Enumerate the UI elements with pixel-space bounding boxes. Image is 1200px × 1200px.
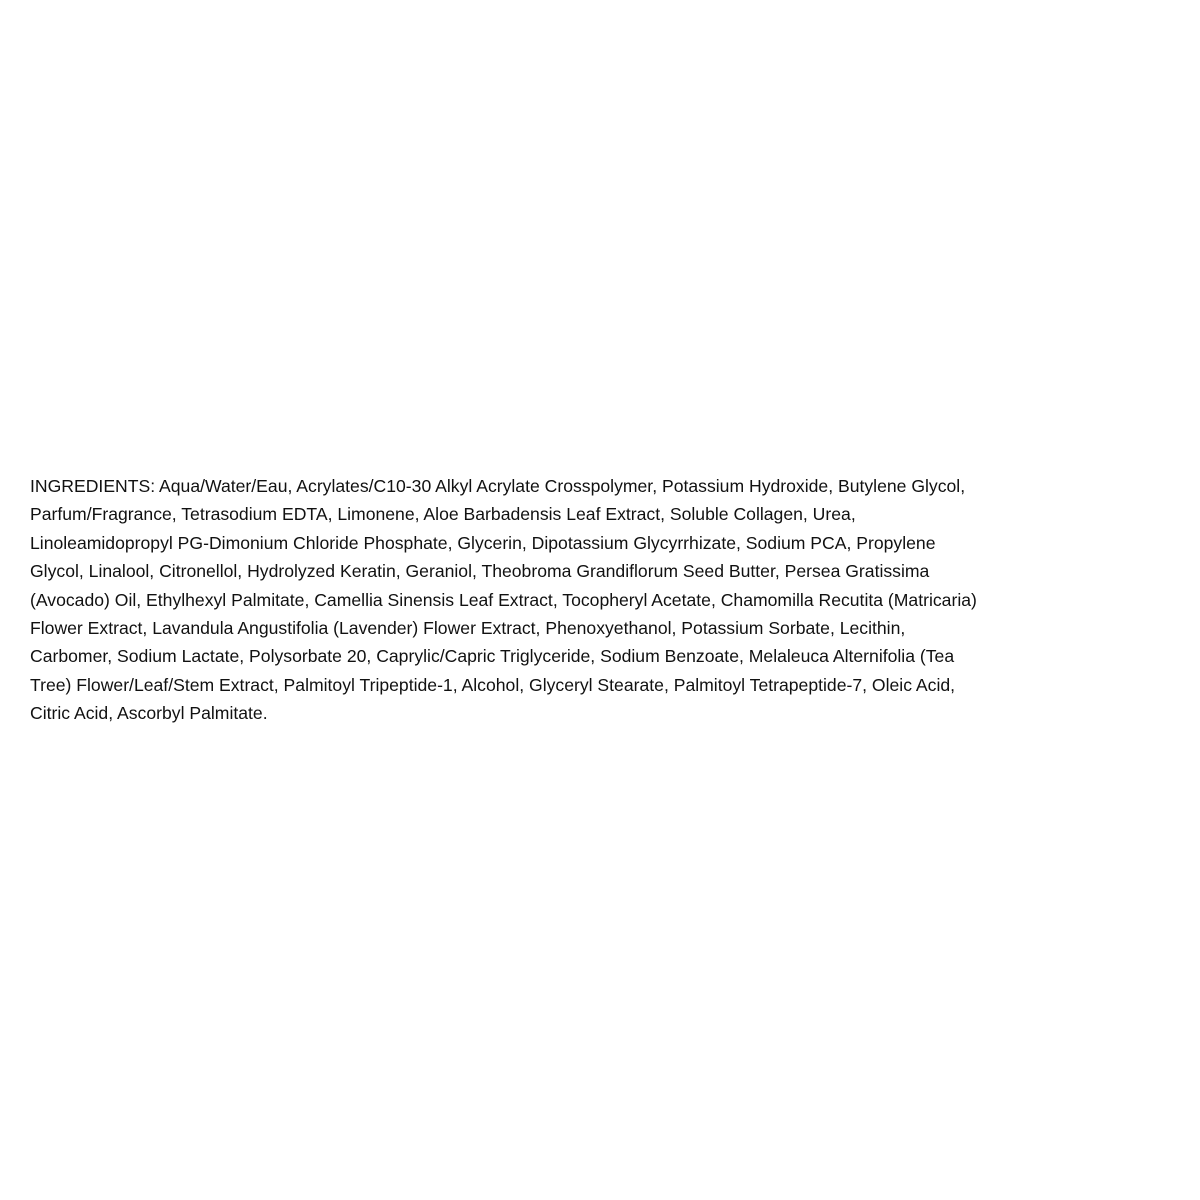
- ingredients-line-3: Linoleamidopropyl PG-Dimonium Chloride Phosphate, Glycerin, Dipotassium Glycyrrhizate, Sodium PCA, Propylene: [30, 532, 936, 553]
- ingredients-line-2: Parfum/Fragrance, Tetrasodium EDTA, Limonene, Aloe Barbadensis Leaf Extract, Soluble Collagen, Urea,: [30, 504, 856, 525]
- ingredients-line-9: Citric Acid, Ascorbyl Palmitate.: [30, 703, 268, 724]
- ingredients-list: [30, 472, 1190, 728]
- ingredients-line-6: Flower Extract, Lavandula Angustifolia (Lavender) Flower Extract, Phenoxyethanol, Potassium Sorbate, Lecithin,: [30, 618, 906, 639]
- ingredients-line-4: Glycol, Linalool, Citronellol, Hydrolyzed Keratin, Geraniol, Theobroma Grandiflorum Seed Butter, Persea Gratissima: [30, 561, 930, 582]
- ingredients-line-8: Tree) Flower/Leaf/Stem Extract, Palmitoyl Tripeptide-1, Alcohol, Glyceryl Stearate, Palmitoyl Tetrapeptide-7, Oleic Acid,: [30, 674, 956, 695]
- ingredients-line-1: INGREDIENTS: Aqua/Water/Eau, Acrylates/C10-30 Alkyl Acrylate Crosspolymer, Potassium Hydroxide, Butylene Glycol,: [30, 476, 966, 496]
- ingredients-line-7: Carbomer, Sodium Lactate, Polysorbate 20, Caprylic/Capric Triglyceride, Sodium Benzoate, Melaleuca Alternifolia (Tea: [30, 646, 955, 667]
- ingredients-line-5: (Avocado) Oil, Ethylhexyl Palmitate, Camellia Sinensis Leaf Extract, Tocopheryl Acetate, Chamomilla Recutita (Matricaria): [30, 589, 977, 610]
